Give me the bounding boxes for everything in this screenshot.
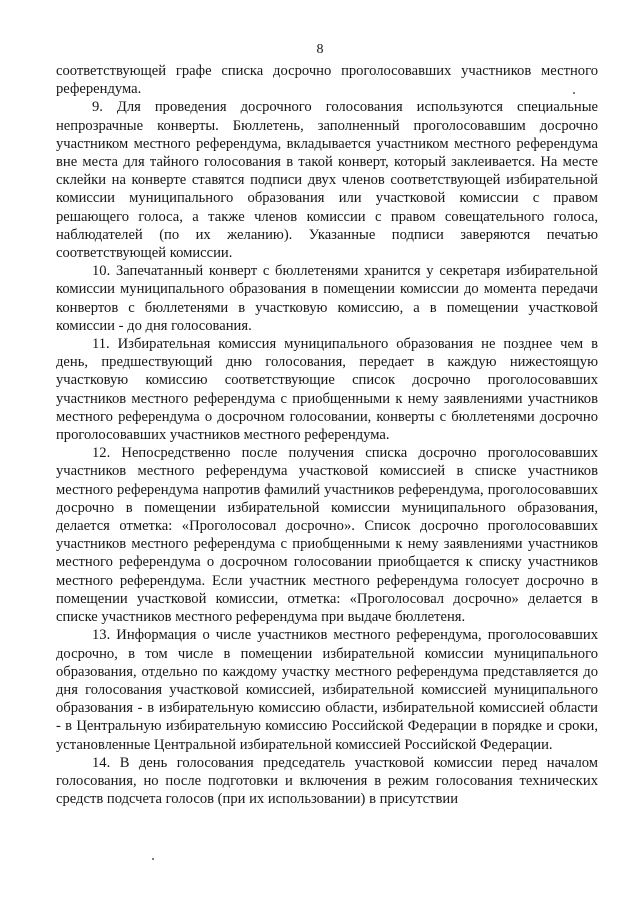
paragraph-11: 11. Избирательная комиссия муниципального образования не позднее чем в день, предшествующий дню голосования, передает в каждую нижестоящую участковую комиссию соответствующие список досрочно проголосовавших участников местного референдума с приобщенными к нему заявлениями участников местного референдума о досрочном голосовании, конверты с бюллетенями досрочно проголосовавших участников местного референдума. (56, 336, 598, 444)
paragraph-continuation: соответствующей графе списка досрочно проголосовавших участников местного референдума. (56, 63, 598, 98)
paragraph-14: 14. В день голосования председатель участковой комиссии перед началом голосования, но после подготовки и включения в режим голосования технических средств подсчета голосов (при их использовании) в присутствии (56, 754, 598, 808)
scan-speck (573, 92, 575, 94)
page-number: 8 (316, 42, 324, 57)
scan-speck (152, 858, 154, 860)
document-body (56, 62, 598, 808)
paragraph-10: 10. Запечатанный конверт с бюллетенями хранится у секретаря избирательной комиссии муниципального образования в помещении комиссии до момента передачи конвертов с бюллетенями в участковую комиссию, а в помещении участковой комиссии - до дня голосования. (56, 263, 598, 334)
paragraph-9: 9. Для проведения досрочного голосования используются специальные непрозрачные конверты. Бюллетень, заполненный проголосовавшим досрочно участником местного референдума, вкладывается участником местного референдума вне места для тайного голосования в такой конверт, который заклеивается. На месте склейки на конверте ставятся подписи двух членов соответствующей избирательной комиссии муниципального образования или участковой комиссии с правом решающего голоса, а также членов комиссии с правом совещательного голоса, наблюдателей (по их желанию). Указанные подписи заверяются печатью соответствующей комиссии. (56, 99, 598, 262)
paragraph-13: 13. Информация о числе участников местного референдума, проголосовавших досрочно, в том числе в помещении избирательной комиссии муниципального образования, отдельно по каждому участку местного референдума представляется до дня голосования участковой комиссией, избирательной комиссией муниципального образования - в избирательную комиссию области, избирательной комиссией области - в Центральную избирательную комиссию Российской Федерации в порядке и сроки, установленные Центральной избирательной комиссией Российской Федерации. (56, 627, 598, 753)
paragraph-12: 12. Непосредственно после получения списка досрочно проголосовавших участников местного референдума участковой комиссией в списке участников местного референдума напротив фамилий участников референдума, проголосовавших досрочно в помещении избирательной комиссии муниципального образования, делается отметка: «Проголосовал досрочно». Список досрочно проголосовавших участников местного референдума с приобщенными к нему заявлениями участников местного референдума о досрочном голосовании приобщается к списку участников местного референдума. Если участник местного референдума голосует досрочно в помещении участковой комиссии, отметка: «Проголосовал досрочно» делается в списке участников местного референдума при выдаче бюллетеня. (56, 445, 598, 626)
